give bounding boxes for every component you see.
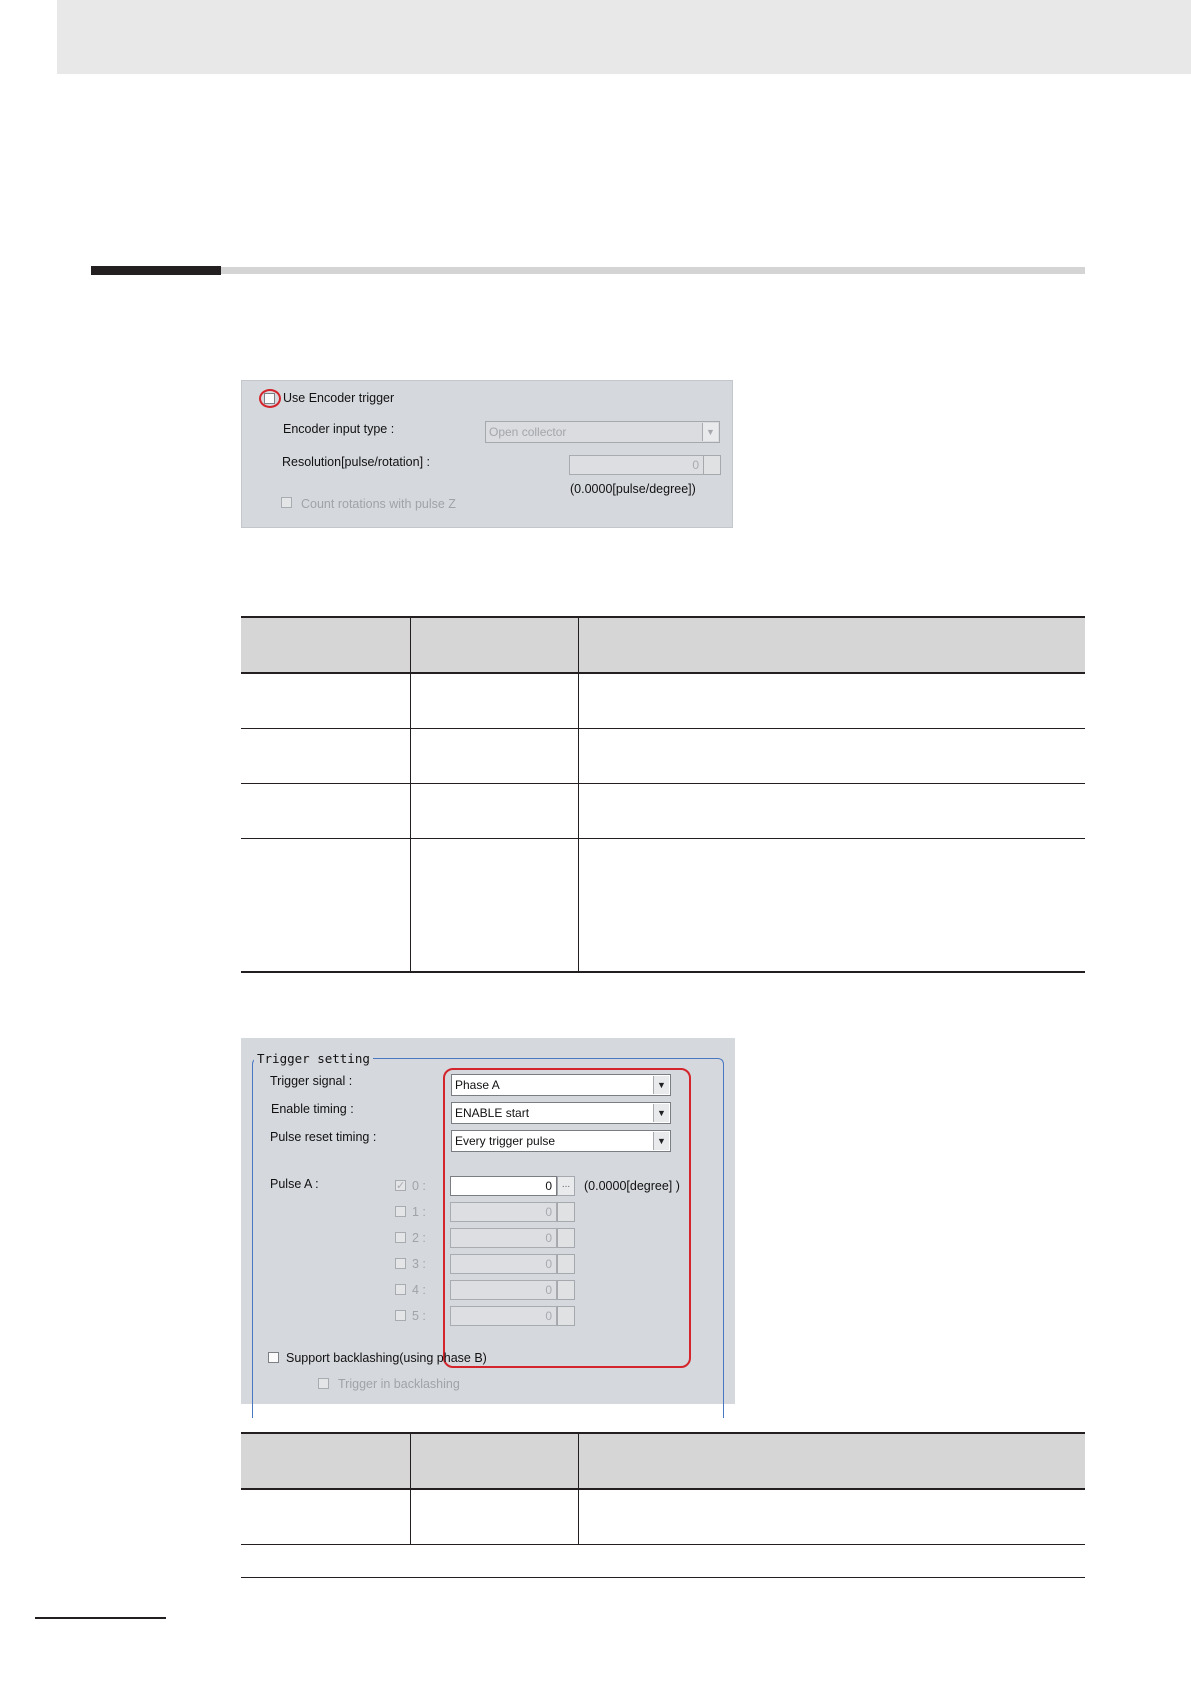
trigger-signal-label: Trigger signal : xyxy=(270,1074,353,1088)
table-cell xyxy=(241,729,410,784)
table-cell xyxy=(578,729,1085,784)
table-cell xyxy=(410,673,578,729)
enable-timing-value: ENABLE start xyxy=(455,1106,530,1120)
table-cell xyxy=(410,729,578,784)
pulse-0-unit-text: (0.0000[degree] ) xyxy=(584,1179,680,1193)
settings-table-2 xyxy=(241,1432,1085,1545)
pulse-3-index: 3 : xyxy=(412,1257,426,1271)
table-header-cell xyxy=(241,617,410,673)
trigger-in-backlashing-checkbox[interactable] xyxy=(318,1378,329,1389)
encoder-settings-panel xyxy=(241,380,733,528)
table-cell xyxy=(578,784,1085,839)
pulse-0-spin-button[interactable]: ... xyxy=(557,1176,575,1196)
footer-rule xyxy=(35,1617,166,1619)
table-cell xyxy=(241,1489,410,1545)
pulse-4-spin-button[interactable] xyxy=(557,1280,575,1300)
table-header-cell xyxy=(578,1433,1085,1489)
trigger-setting-title: Trigger setting xyxy=(254,1051,373,1066)
table-row xyxy=(241,784,1085,839)
pulse-5-checkbox[interactable] xyxy=(395,1310,406,1321)
encoder-input-type-label: Encoder input type : xyxy=(283,422,395,436)
section-rule-dark xyxy=(91,266,221,275)
pulse-1-index: 1 : xyxy=(412,1205,426,1219)
dropdown-arrow-icon: ▼ xyxy=(653,1132,669,1150)
table-cell xyxy=(578,673,1085,729)
pulse-4-checkbox[interactable] xyxy=(395,1284,406,1295)
table-bottom-rule xyxy=(241,1577,1085,1578)
support-backlashing-label: Support backlashing(using phase B) xyxy=(286,1351,487,1365)
resolution-input[interactable]: 0 xyxy=(569,455,704,475)
table-cell xyxy=(578,1489,1085,1545)
pulse-1-checkbox[interactable] xyxy=(395,1206,406,1217)
pulse-4-input[interactable]: 0 xyxy=(450,1280,557,1300)
pulse-reset-timing-select[interactable] xyxy=(451,1130,671,1152)
pulse-0-checkbox[interactable] xyxy=(395,1180,406,1191)
dropdown-arrow-icon: ▼ xyxy=(702,423,718,441)
pulse-3-checkbox[interactable] xyxy=(395,1258,406,1269)
pulse-4-index: 4 : xyxy=(412,1283,426,1297)
table-cell xyxy=(241,839,410,973)
table-row xyxy=(241,1489,1085,1545)
trigger-in-backlashing-label: Trigger in backlashing xyxy=(338,1377,460,1391)
pulse-2-checkbox[interactable] xyxy=(395,1232,406,1243)
resolution-unit-text: (0.0000[pulse/degree]) xyxy=(570,482,696,496)
table-cell xyxy=(241,673,410,729)
table-cell xyxy=(410,784,578,839)
table-cell xyxy=(410,839,578,973)
pulse-0-input[interactable]: 0 xyxy=(450,1176,557,1196)
count-rotations-label: Count rotations with pulse Z xyxy=(301,497,456,511)
resolution-label: Resolution[pulse/rotation] : xyxy=(282,455,431,469)
resolution-spin-button[interactable] xyxy=(703,455,721,475)
dropdown-arrow-icon: ▼ xyxy=(653,1104,669,1122)
table-header-cell xyxy=(578,617,1085,673)
pulse-5-input[interactable]: 0 xyxy=(450,1306,557,1326)
pulse-1-input[interactable]: 0 xyxy=(450,1202,557,1222)
trigger-setting-panel xyxy=(241,1038,735,1404)
pulse-a-label: Pulse A : xyxy=(270,1177,319,1191)
settings-table-1 xyxy=(241,616,1085,973)
table-header-cell xyxy=(241,1433,410,1489)
table-row xyxy=(241,673,1085,729)
table-cell xyxy=(241,784,410,839)
pulse-3-input[interactable]: 0 xyxy=(450,1254,557,1274)
count-rotations-checkbox[interactable] xyxy=(281,497,292,508)
pulse-2-input[interactable]: 0 xyxy=(450,1228,557,1248)
table-header-row xyxy=(241,617,1085,673)
table-header-cell xyxy=(410,1433,578,1489)
enable-timing-select[interactable] xyxy=(451,1102,671,1124)
pulse-1-spin-button[interactable] xyxy=(557,1202,575,1222)
page-header-band xyxy=(57,0,1191,74)
pulse-5-spin-button[interactable] xyxy=(557,1306,575,1326)
check-icon: ✓ xyxy=(396,1180,406,1192)
pulse-5-index: 5 : xyxy=(412,1309,426,1323)
table-row xyxy=(241,729,1085,784)
table-cell xyxy=(578,839,1085,973)
pulse-reset-timing-value: Every trigger pulse xyxy=(455,1134,556,1148)
use-encoder-trigger-label: Use Encoder trigger xyxy=(283,391,395,405)
trigger-signal-value: Phase A xyxy=(455,1078,500,1092)
section-rule-light xyxy=(221,267,1085,274)
pulse-2-index: 2 : xyxy=(412,1231,426,1245)
encoder-input-type-value: Open collector xyxy=(489,425,567,439)
table-cell xyxy=(410,1489,578,1545)
trigger-signal-select[interactable] xyxy=(451,1074,671,1096)
encoder-input-type-select[interactable] xyxy=(485,421,720,443)
pulse-reset-timing-label: Pulse reset timing : xyxy=(270,1130,377,1144)
dropdown-arrow-icon: ▼ xyxy=(653,1076,669,1094)
table-header-row xyxy=(241,1433,1085,1489)
table-row xyxy=(241,839,1085,973)
support-backlashing-checkbox[interactable] xyxy=(268,1352,279,1363)
use-encoder-trigger-checkbox[interactable] xyxy=(264,393,275,404)
pulse-2-spin-button[interactable] xyxy=(557,1228,575,1248)
table-header-cell xyxy=(410,617,578,673)
enable-timing-label: Enable timing : xyxy=(271,1102,354,1116)
pulse-3-spin-button[interactable] xyxy=(557,1254,575,1274)
pulse-0-index: 0 : xyxy=(412,1179,426,1193)
